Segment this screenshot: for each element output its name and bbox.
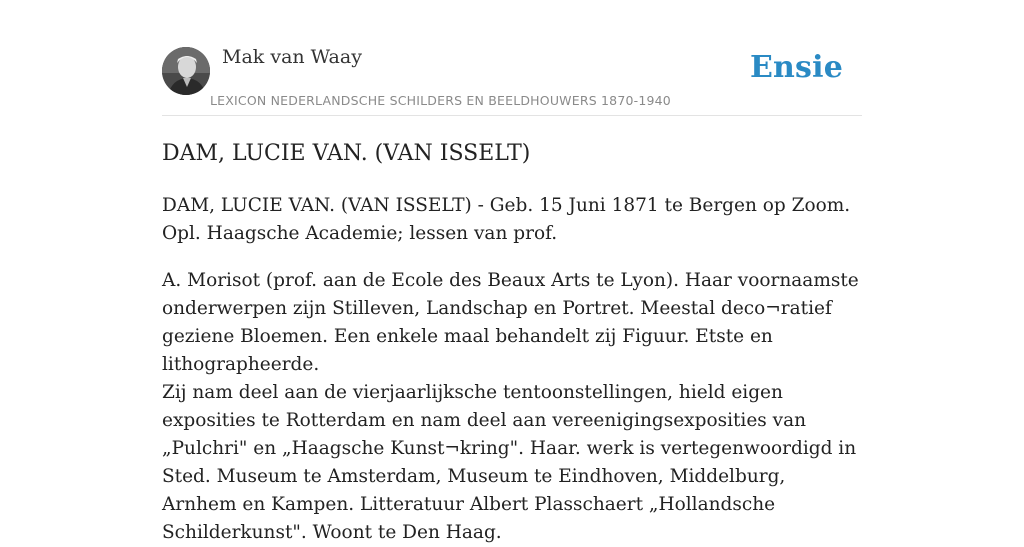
author-name[interactable]: Mak van Waay	[222, 46, 362, 68]
lexicon-title[interactable]: LEXICON NEDERLANDSCHE SCHILDERS EN BEELDHOUWERS 1870-1940	[210, 93, 671, 108]
article-title: DAM, LUCIE VAN. (VAN ISSELT)	[162, 141, 531, 166]
portrait-image	[162, 47, 210, 95]
author-avatar[interactable]	[162, 47, 210, 95]
article-paragraph: Zij nam deel aan de vierjaarlijksche tentoonstellingen, hield eigen exposities te Rotterdam en nam deel aan vereenigingsexposities van „Pulchri" en „Haagsche Kunst¬kring". Haar. werk is vertegenwoordigd in Sted. Museum te Amsterdam, Museum te Eindhoven, Middelburg, Arnhem en Kampen. Litteratuur Albert Plasschaert „Hollandsche Schilderkunst". Woont te Den Haag.	[162, 382, 857, 543]
article-paragraph: A. Morisot (prof. aan de Ecole des Beaux Arts te Lyon). Haar voornaamste onderwerpen zijn Stilleven, Landschap en Portret. Meestal deco¬ratief geziene Bloemen. Een enkele maal behandelt zij Figuur. Etste en lithographeerde.	[162, 270, 859, 375]
article-paragraph: DAM, LUCIE VAN. (VAN ISSELT) - Geb. 15 Juni 1871 te Bergen op Zoom. Opl. Haagsche Academie; lessen van prof.	[162, 195, 851, 244]
header-divider	[162, 115, 862, 116]
ensie-logo[interactable]: Ensie	[749, 50, 843, 85]
